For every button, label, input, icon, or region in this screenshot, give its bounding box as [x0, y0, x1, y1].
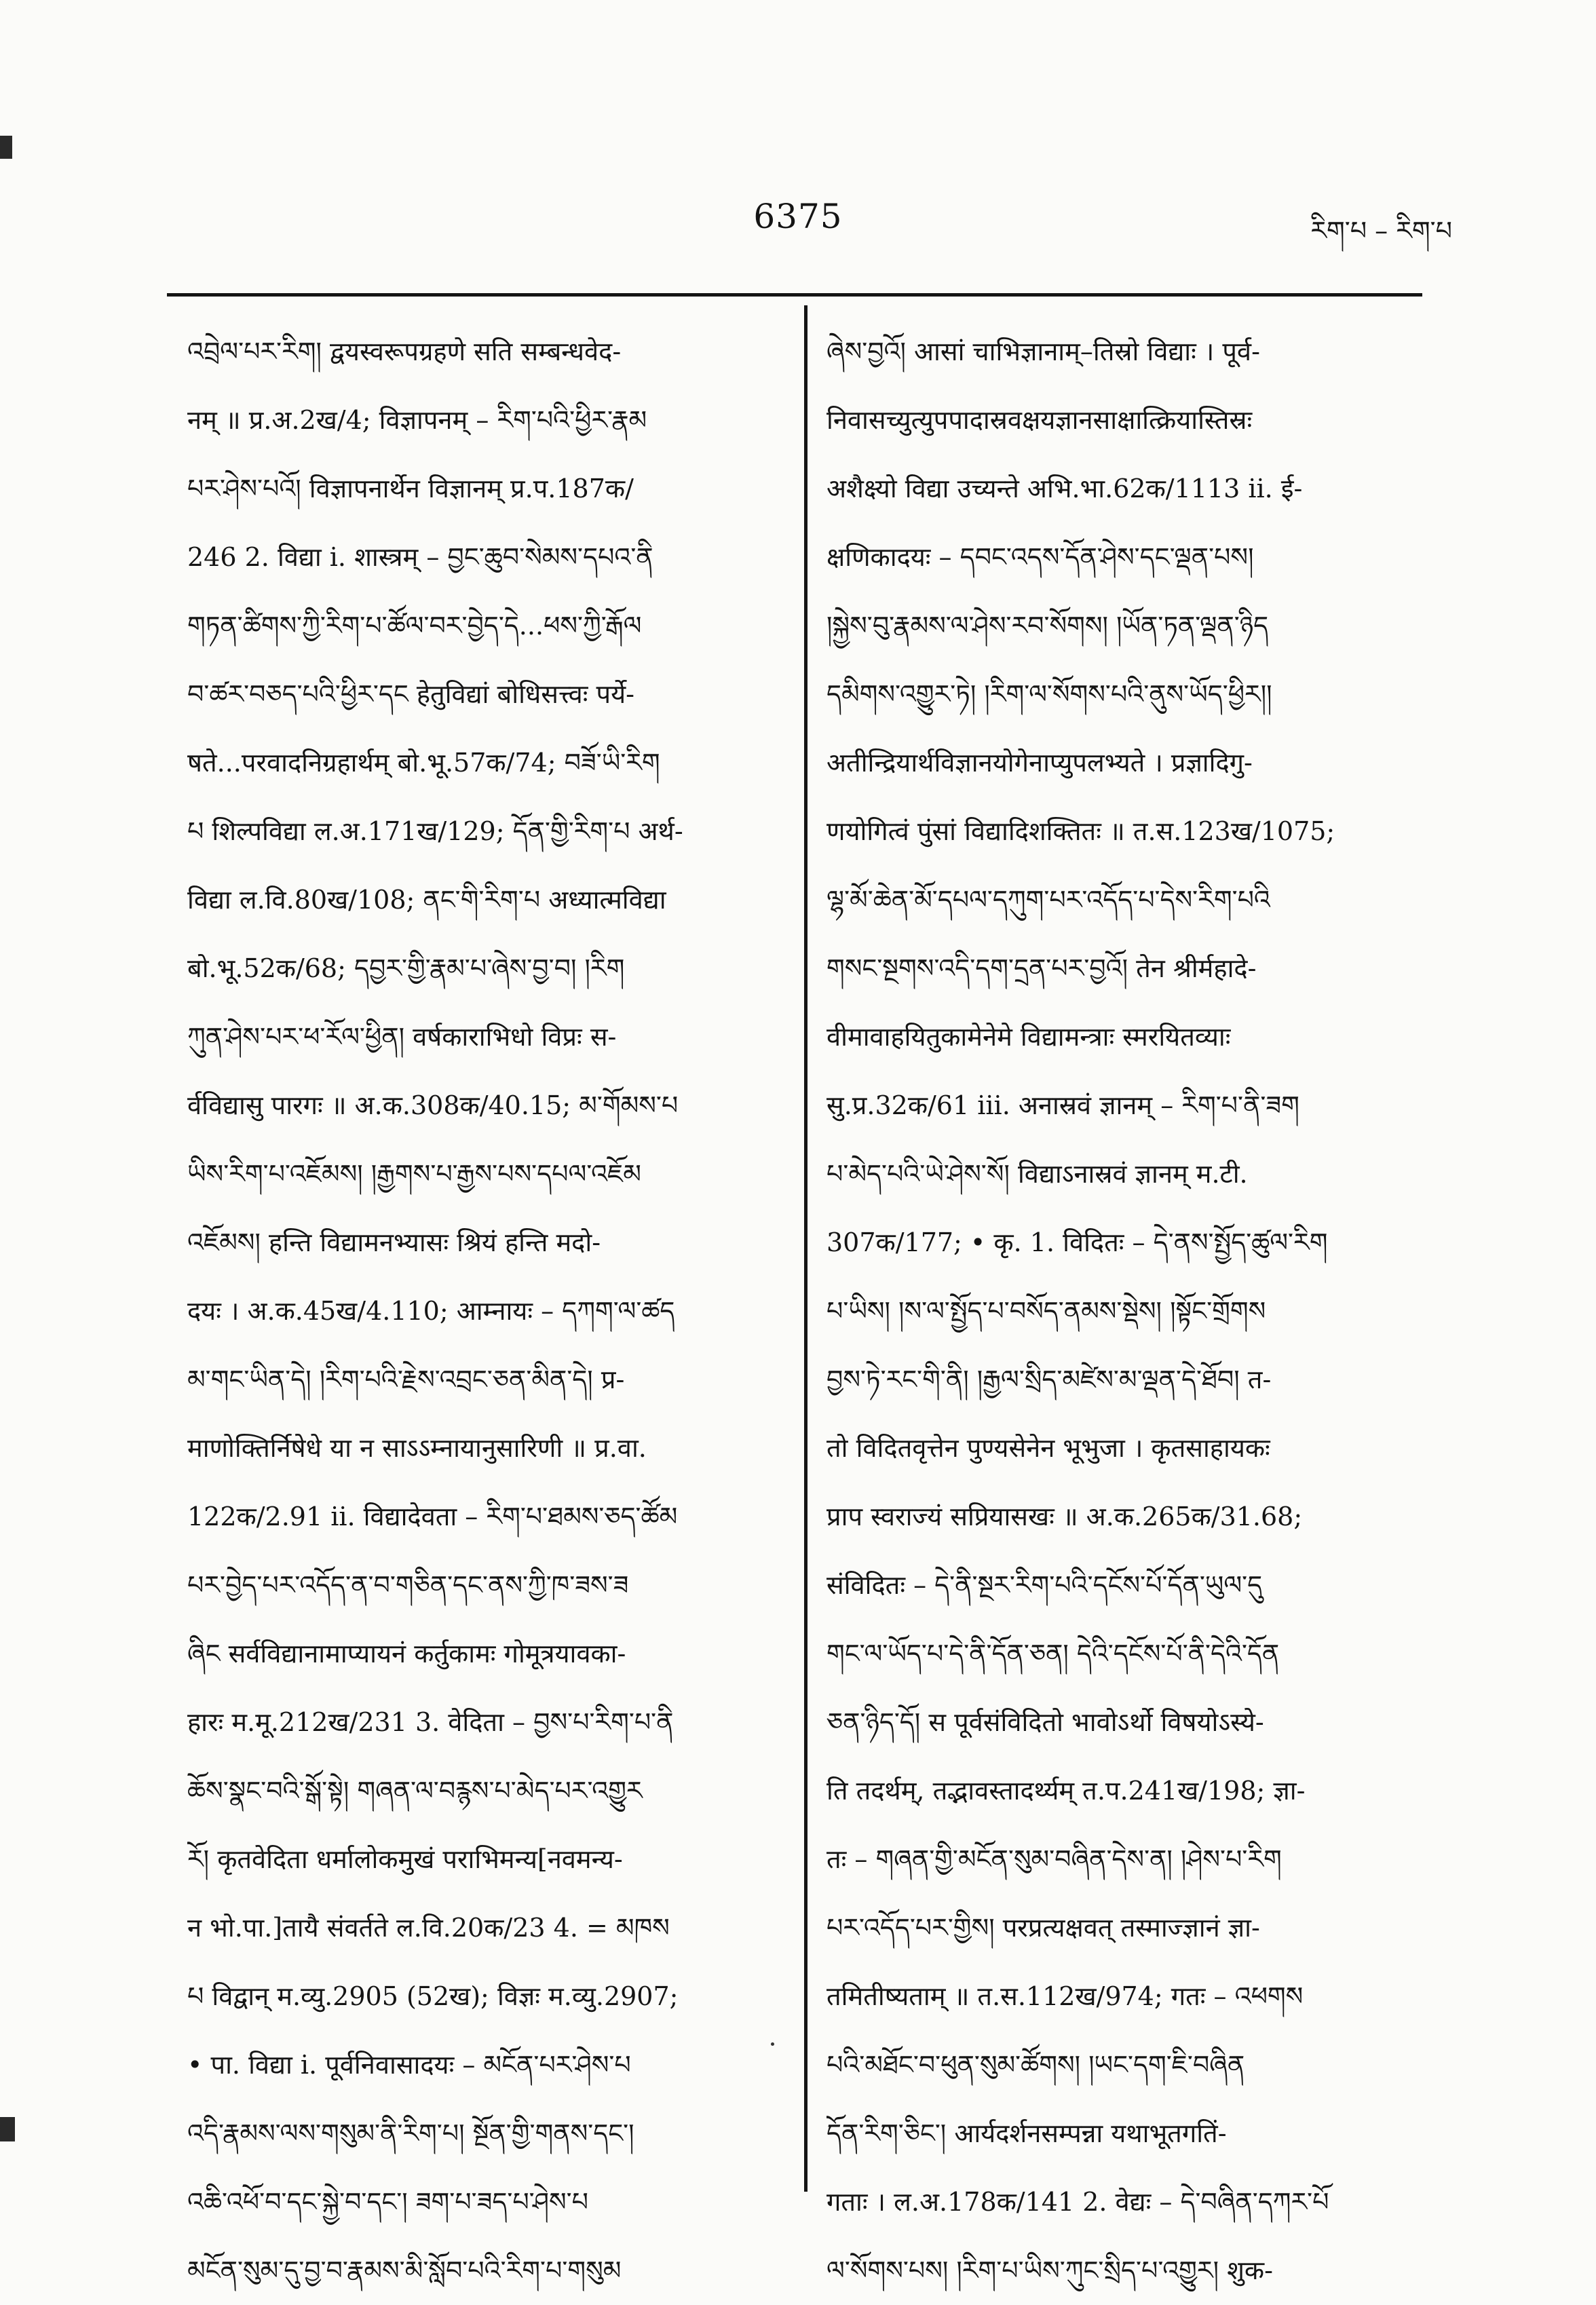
page-number: 6375	[753, 197, 843, 236]
text-line: न भो.पा.]तायै संवर्तते ल.वि.20क/23 4. = མཁས	[187, 1913, 670, 1943]
text-line: པ་མེད་པའི་ཡེ་ཤེས་སོ། विद्याऽनास्रवं ज्ञानम् म.टी.	[826, 1159, 1248, 1189]
text-line: པའི་མཐོང་བ་ཕུན་སུམ་ཚོགས། །ཡང་དག་ཇི་བཞིན	[826, 2050, 1245, 2080]
text-line: ལྷ་མོ་ཆེན་མོ་དཔལ་དཀུག་པར་འདོད་པ་དེས་རིག་པའི	[826, 885, 1270, 915]
text-line: འཇོམས། हन्ति विद्यामनभ्यासः श्रियं हन्ति मदो-	[187, 1227, 601, 1257]
text-line: གང་ལ་ཡོད་པ་དེ་ནི་དོན་ཅན། དེའི་དངོས་པོ་ནི་དེའི་དོན	[826, 1639, 1280, 1669]
text-line: འབྲེལ་པར་རིག། द्वयस्वरूपग्रहणे सति सम्बन्धवेद-	[187, 337, 622, 366]
text-line: མ་གང་ཡིན་དེ། །རིག་པའི་རྗེས་འབྲང་ཅན་མིན་དེ། प्र-	[187, 1365, 625, 1394]
speck	[771, 2042, 774, 2046]
text-line: པ विद्वान् म.व्यु.2905 (52ख); विज्ञः म.व्यु.2907;	[187, 1981, 679, 2011]
header-rule	[167, 293, 1422, 297]
text-line: པར་བྱེད་པར་འདོད་ན་བ་གཅིན་དང་ནས་ཀྱི་ཁ་ཟས་ཟ	[187, 1570, 629, 1600]
text-line: བ་ཚར་བཅད་པའི་ཕྱིར་དང हेतुविद्यां बोधिसत्त्वः पर्ये-	[187, 679, 634, 709]
text-line: र्वविद्यासु पारगः ॥ अ.क.308क/40.15; མ་གོམས་པ	[187, 1090, 679, 1120]
margin-mark	[0, 2117, 15, 2141]
text-line: तः – གཞན་གྱི་མངོན་སུམ་བཞིན་དེས་ན། །ཤེས་པ་རིག	[826, 1844, 1282, 1874]
text-line: ཡིས་རིག་པ་འཇོམས། །རྒྱགས་པ་རྒྱས་པས་དཔལ་འཇོམ	[187, 1159, 641, 1189]
text-line: འདི་རྣམས་ལས་གསུམ་ནི་རིག་པ། སྔོན་གྱི་གནས་དང་།	[187, 2118, 634, 2148]
text-line: बो.भू.52क/68; དབྱར་གྱི་རྣམ་པ་ཞེས་བྱ་བ། །རིག	[187, 953, 625, 983]
text-line: པར་འདོད་པར་གྱིས། परप्रत्यक्षवत् तस्माज्ज्ञानं ज्ञा-	[826, 1913, 1260, 1943]
text-line: པ शिल्पविद्या ल.अ.171ख/129; དོན་གྱི་རིག་པ अर्थ-	[187, 816, 683, 846]
text-line: हारः म.मू.212ख/231 3. वेदिता – བྱས་པ་རིག་པ་ནི	[187, 1707, 674, 1737]
text-line: མངོན་སུམ་དུ་བྱ་བ་རྣམས་མི་སློབ་པའི་རིག་པ་གསུམ	[187, 2255, 622, 2285]
margin-mark	[0, 136, 12, 159]
text-line: ཀུན་ཤེས་པར་ཕ་རོལ་ཕྱིན། वर्षकाराभिधो विप्रः स-	[187, 1022, 617, 1052]
text-line: ལ་སོགས་པས། །རིག་པ་ཡིས་ཀུང་སྲིད་པ་འགྱུར། शुक-	[826, 2255, 1273, 2285]
text-line: नम् ॥ प्र.अ.2ख/4; विज्ञापनम् – རིག་པའི་ཕྱིར་རྣམ	[187, 405, 647, 435]
text-line: ཞིང सर्वविद्यानामाप्यायनं कर्तुकामः गोमूत्रयावका-	[187, 1639, 626, 1669]
text-line: दयः । अ.क.45ख/4.110; आम्नायः – དཀག་ལ་ཚད	[187, 1296, 675, 1326]
left-column	[187, 318, 784, 2285]
text-line: वीमावाहयितुकामेनेमे विद्यामन्त्राः स्मरयितव्याः	[826, 1022, 1231, 1052]
text-line: • पा. विद्या i. पूर्वनिवासादयः – མངོན་པར་ཤེས་པ	[187, 2050, 631, 2080]
text-line: षते...परवादनिग्रहार्थम् बो.भू.57क/74; བཟོ་ཡི་རིག	[187, 748, 660, 778]
text-line: संविदितः – དེ་ནི་སྔར་རིག་པའི་དངོས་པོ་དོན་ཡུལ་དུ	[826, 1570, 1263, 1600]
text-line: པར་ཤེས་པའོ། विज्ञापनार्थेन विज्ञानम् प्र.प.187क/	[187, 474, 634, 503]
text-line: सु.प्र.32क/61 iii. अनास्रवं ज्ञानम् – རིག་པ་ནི་ཟག	[826, 1090, 1299, 1120]
text-line: དམིགས་འགྱུར་ཏེ། །རིག་ལ་སོགས་པའི་ནུས་ཡོད་ཕྱིར།།	[826, 679, 1272, 709]
text-line: तो विदितवृत्तेन पुण्यसेनेन भूभुजा । कृतसाहायकः	[826, 1433, 1270, 1463]
text-line: माणोक्तिर्निषेधे या न साऽऽम्नायानुसारिणी ॥ प्र.वा.	[187, 1433, 647, 1463]
text-line: ཆོས་སྣང་བའི་སྒོ་སྟེ། གཞན་ལ་བརྙས་པ་མེད་པར་འགྱུར	[187, 1776, 643, 1806]
text-line: གཏན་ཚིགས་ཀྱི་རིག་པ་ཚོལ་བར་བྱེད་དེ...ཕས་ཀྱི་རྒོལ	[187, 611, 642, 641]
text-line: गताः । ल.अ.178क/141 2. वेद्यः – དེ་བཞིན་དཀར་པོ	[826, 2187, 1329, 2217]
text-line: འཆི་འཕོ་བ་དང་སྐྱེ་བ་དང་། ཟག་པ་ཟད་པ་ཤེས་པ	[187, 2187, 589, 2217]
text-line: །སྐྱེས་བུ་རྣམས་ལ་ཤེས་རབ་སོགས། །ཡོན་ཏན་ལྡན་ཉིད	[826, 611, 1269, 641]
text-line: विद्या ल.वि.80ख/108; ནང་གི་རིག་པ अध्यात्मविद्या	[187, 885, 666, 915]
text-line: ཅན་ཉིད་དོ། स पूर्वसंविदितो भावोऽर्थो विषयोऽस्ये-	[826, 1707, 1264, 1737]
right-column	[826, 318, 1422, 2285]
text-line: པ་ཡིས། །ས་ལ་སྤྱོད་པ་བསོད་ནམས་སྡེས། །སྟོང་གྲོགས	[826, 1296, 1266, 1326]
text-line: 122क/2.91 ii. विद्यादेवता – རིག་པ་ཐམས་ཅད་ཚོམ	[187, 1502, 678, 1531]
column-divider	[804, 305, 808, 2192]
text-line: ཞེས་བྱའོ། आसां चाभिज्ञानाम्–तिस्रो विद्याः । पूर्व-	[826, 337, 1260, 366]
text-line: तमितीष्यताम् ॥ त.स.112ख/974; गतः – འཕགས	[826, 1981, 1304, 2011]
text-line: གསང་སྔགས་འདི་དག་དྲན་པར་བྱའོ། तेन श्रीर्महादे-	[826, 953, 1257, 983]
text-line: 246 2. विद्या i. शास्त्रम् – བྱང་ཆུབ་སེམས་དཔའ་ནི	[187, 542, 653, 572]
text-line: णयोगित्वं पुंसां विद्यादिशक्तितः ॥ त.स.123ख/1075;	[826, 816, 1335, 846]
text-line: अशैक्ष्यो विद्या उच्यन्ते अभि.भा.62क/1113 ii. ई-	[826, 474, 1303, 503]
text-line: རོ། कृतवेदिता धर्मालोकमुखं पराभिमन्य[नवमन्य-	[187, 1844, 623, 1874]
text-line: अतीन्द्रियार्थविज्ञानयोगेनाप्युपलभ्यते । प्रज्ञादिगु-	[826, 748, 1253, 778]
text-line: དོན་རིག་ཅིང་། आर्यदर्शनसम्पन्ना यथाभूतगतिं-	[826, 2118, 1227, 2148]
text-line: 307क/177; • कृ. 1. विदितः – དེ་ནས་སྤྱོད་ཚུལ་རིག	[826, 1227, 1328, 1257]
running-head: རིག་པ – རིག་པ	[1310, 216, 1452, 246]
text-line: निवासच्युत्युपपादास्रवक्षयज्ञानसाक्षात्क्रियास्तिस्रः	[826, 405, 1253, 435]
text-line: ति तदर्थम्, तद्भावस्तादर्थ्यम् त.प.241ख/198; ज्ञा-	[826, 1776, 1306, 1806]
text-line: བྱས་ཏེ་རང་གི་ནི། །རྒྱལ་སྲིད་མཛེས་མ་ལྡན་དེ་ཐོབ། त-	[826, 1365, 1272, 1394]
text-line: प्राप स्वराज्यं सप्रियासखः ॥ अ.क.265क/31.68;	[826, 1502, 1303, 1531]
text-line: क्षणिकादयः – དབང་འདས་དོན་ཤེས་དང་ལྡན་པས།	[826, 542, 1254, 572]
